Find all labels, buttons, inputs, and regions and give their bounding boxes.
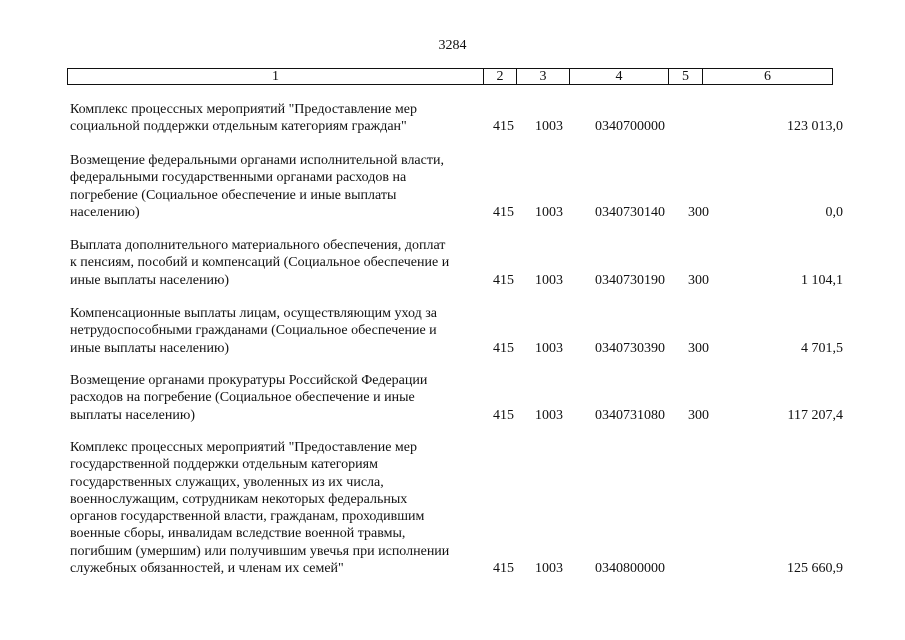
expense-type-code: 300 bbox=[688, 408, 709, 423]
section-code: 1003 bbox=[535, 119, 563, 134]
ministry-code: 415 bbox=[493, 273, 514, 288]
description-line: Выплата дополнительного материального обеспечения, доплат bbox=[70, 238, 446, 253]
ministry-code: 415 bbox=[493, 408, 514, 423]
row-description bbox=[70, 372, 483, 424]
description-line: государственной поддержки отдельным категориям bbox=[70, 457, 378, 473]
description-line: нетрудоспособными гражданами (Социальное обеспечение и bbox=[70, 323, 437, 339]
description-line: выплаты населению) bbox=[70, 407, 195, 423]
ministry-code: 415 bbox=[493, 341, 514, 356]
section-code: 1003 bbox=[535, 341, 563, 356]
target-item-code: 0340800000 bbox=[595, 561, 665, 576]
description-line: Возмещение федеральными органами исполнительной власти, bbox=[70, 153, 444, 168]
description-line: Компенсационные выплаты лицам, осуществляющим уход за bbox=[70, 306, 437, 321]
section-code: 1003 bbox=[535, 273, 563, 288]
column-header-1: 1 bbox=[68, 69, 484, 85]
expense-type-code: 300 bbox=[688, 205, 709, 220]
expense-type-code: 300 bbox=[688, 273, 709, 288]
description-line: социальной поддержки отдельным категориям граждан" bbox=[70, 119, 407, 135]
description-line: военнослужащим, сотрудникам некоторых федеральных bbox=[70, 491, 408, 507]
amount: 1 104,1 bbox=[801, 273, 843, 288]
description-line: Комплекс процессных мероприятий "Предоставление мер bbox=[70, 102, 418, 117]
amount: 4 701,5 bbox=[801, 341, 843, 356]
description-line: федеральными государственными органами расходов на bbox=[70, 170, 407, 186]
description-line: органов государственной власти, гражданам, проходившим bbox=[70, 509, 425, 525]
column-header-3: 3 bbox=[517, 69, 570, 85]
section-code: 1003 bbox=[535, 205, 563, 220]
description-line: населению) bbox=[70, 204, 140, 220]
section-code: 1003 bbox=[535, 408, 563, 423]
amount: 117 207,4 bbox=[787, 408, 843, 423]
column-header-6: 6 bbox=[703, 69, 833, 85]
amount: 125 660,9 bbox=[787, 561, 843, 576]
description-line: иные выплаты населению) bbox=[70, 272, 230, 288]
description-line: Комплекс процессных мероприятий "Предоставление мер bbox=[70, 440, 418, 455]
description-line: государственных служащих, уволенных из их числа, bbox=[70, 474, 384, 490]
section-code: 1003 bbox=[535, 561, 563, 576]
description-line: служебных обязанностей, и членам их семей" bbox=[70, 561, 344, 577]
row-description bbox=[70, 305, 483, 357]
description-line: Возмещение органами прокуратуры Российской Федерации bbox=[70, 373, 428, 388]
description-line: иные выплаты населению) bbox=[70, 340, 230, 356]
description-line: погибшим (умершим) или получившим увечья при исполнении bbox=[70, 543, 450, 559]
target-item-code: 0340730390 bbox=[595, 341, 665, 356]
ministry-code: 415 bbox=[493, 561, 514, 576]
target-item-code: 0340731080 bbox=[595, 408, 665, 423]
expense-type-code: 300 bbox=[688, 341, 709, 356]
column-header-5: 5 bbox=[669, 69, 703, 85]
amount: 0,0 bbox=[825, 205, 843, 220]
row-description bbox=[70, 439, 483, 577]
target-item-code: 0340730190 bbox=[595, 273, 665, 288]
description-line: к пенсиям, пособий и компенсаций (Социальное обеспечение и bbox=[70, 255, 450, 271]
row-description bbox=[70, 237, 483, 289]
column-header-4: 4 bbox=[570, 69, 669, 85]
column-header-2: 2 bbox=[484, 69, 517, 85]
description-line: погребение (Социальное обеспечение и иные выплаты bbox=[70, 187, 397, 203]
row-description bbox=[70, 101, 483, 136]
target-item-code: 0340730140 bbox=[595, 205, 665, 220]
amount: 123 013,0 bbox=[787, 119, 843, 134]
ministry-code: 415 bbox=[493, 205, 514, 220]
page-number: 3284 bbox=[438, 38, 467, 53]
row-description bbox=[70, 152, 483, 221]
description-line: военные сборы, инвалидам вследствие военной травмы, bbox=[70, 526, 406, 542]
ministry-code: 415 bbox=[493, 119, 514, 134]
target-item-code: 0340700000 bbox=[595, 119, 665, 134]
description-line: расходов на погребение (Социальное обеспечение и иные bbox=[70, 390, 415, 406]
